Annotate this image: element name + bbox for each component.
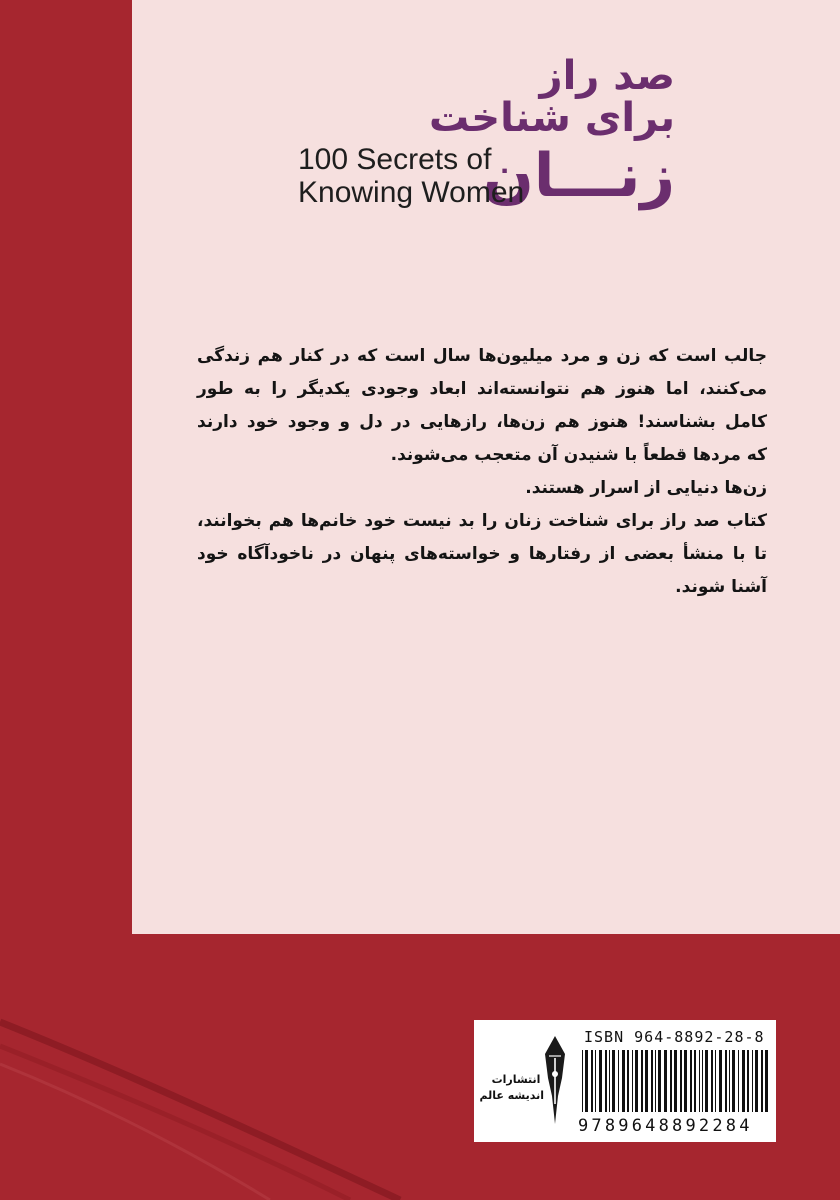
blurb-text — [197, 340, 767, 604]
persian-title-line3: زنـــان — [482, 141, 675, 211]
blurb-line: کامل بشناسند! هنوز هم زن‌ها، رازهایی در دل و وجود خود دارند — [197, 412, 767, 432]
blurb-line: کتاب صد راز برای شناخت زنان را بد نیست خود خانم‌ها هم بخوانند، — [197, 511, 767, 531]
blurb-line: که مردها قطعاً با شنیدن آن متعجب می‌شوند. — [390, 445, 767, 465]
publisher-name — [479, 1072, 544, 1104]
blurb-line: می‌کنند، اما هنوز هم نتوانسته‌اند ابعاد وجودی یکدیگر را به طور — [197, 379, 767, 399]
persian-title-line1: صد راز — [539, 53, 675, 99]
publisher-logo — [479, 1028, 578, 1136]
publisher-name-line2: اندیشه عالم — [479, 1089, 544, 1102]
ean-digits: 9789648892284 — [578, 1116, 753, 1136]
barcode-box — [474, 1020, 776, 1142]
publisher-name-line1: انتشارات — [491, 1073, 541, 1086]
barcode — [580, 1050, 768, 1118]
english-title-line2: Knowing Women — [298, 176, 525, 209]
blurb-line: آشنا شوند. — [675, 577, 767, 597]
decorative-swoosh — [0, 960, 420, 1200]
blurb-line: تا با منشأ بعضی از رفتارها و خواسته‌های پنهان در ناخودآگاه خود — [197, 544, 767, 564]
isbn-label: ISBN 964-8892-28-8 — [584, 1028, 765, 1046]
blurb-line: جالب است که زن و مرد میلیون‌ها سال است که در کنار هم زندگی — [197, 346, 767, 366]
blurb-line: زن‌ها دنیایی از اسرار هستند. — [525, 478, 767, 498]
persian-title-line2: برای شناخت — [428, 95, 675, 141]
english-title — [298, 143, 524, 209]
english-title-line1: 100 Secrets of — [298, 143, 492, 176]
